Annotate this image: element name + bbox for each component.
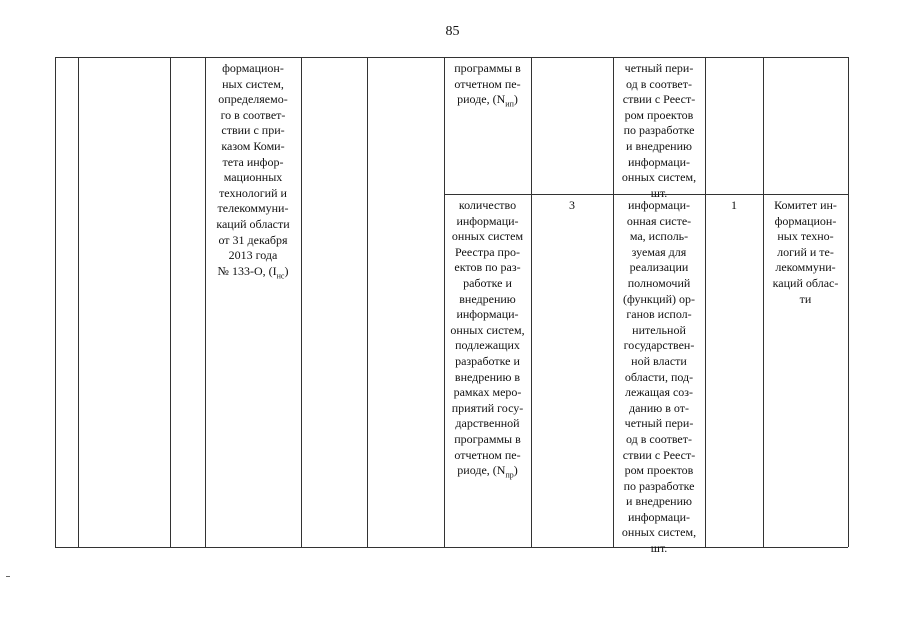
table-border-bottom [55,547,848,548]
row2-unit-description-cell: информаци- онная систе- ма, исполь- зуемая для реализации полномочий (функций) ор- ганов испол- нительной государствен- ной власти области, под- лежащая соз- данию в от- четный пери- од в соответ- ствии с Реест- ром проектов по разработке и внедрению информаци- онных систем, шт. [621,198,697,556]
column-divider [78,57,79,547]
row2-value-cell: 3 [569,198,575,212]
information-systems-definition-cell: формацион- ных систем, определяемо- го в соответ- ствии с при- казом Коми- тета инфор- мационных технологий и телекоммуни- каций области от 31 декабря 2013 года № 133-О, $(I_{нс})$ [216,61,290,281]
column-divider [170,57,171,547]
column-divider [531,57,532,547]
row1-unit-description-cell: четный пери- од в соответ- ствии с Реест- ром проектов по разработке и внедрению информаци- онных систем, шт. [621,61,697,200]
table-border-right [848,57,849,547]
column-divider [301,57,302,547]
row1-indicator-cell: программы в отчетном пе- риоде, $(N_{ип})$ [454,61,521,109]
table-border-top [55,57,848,58]
row2-responsible-cell: Комитет ин- формацион- ных техно- логий и те- лекоммуни- каций облас- ти [772,198,839,306]
margin-mark [6,576,10,577]
page-number: 85 [445,24,460,39]
column-divider [705,57,706,547]
row2-weight-cell: 1 [731,198,737,212]
row2-indicator-cell: количество информаци- онных систем Реестра про- ектов по раз- работке и внедрению информаци- онных систем, подлежащих разработке и внедрению в рамках меро- приятий госу- дарственной программы в отчетном пе- риоде, $(N_{пр})$ [450,198,525,480]
table-border-left [55,57,56,547]
column-divider [367,57,368,547]
